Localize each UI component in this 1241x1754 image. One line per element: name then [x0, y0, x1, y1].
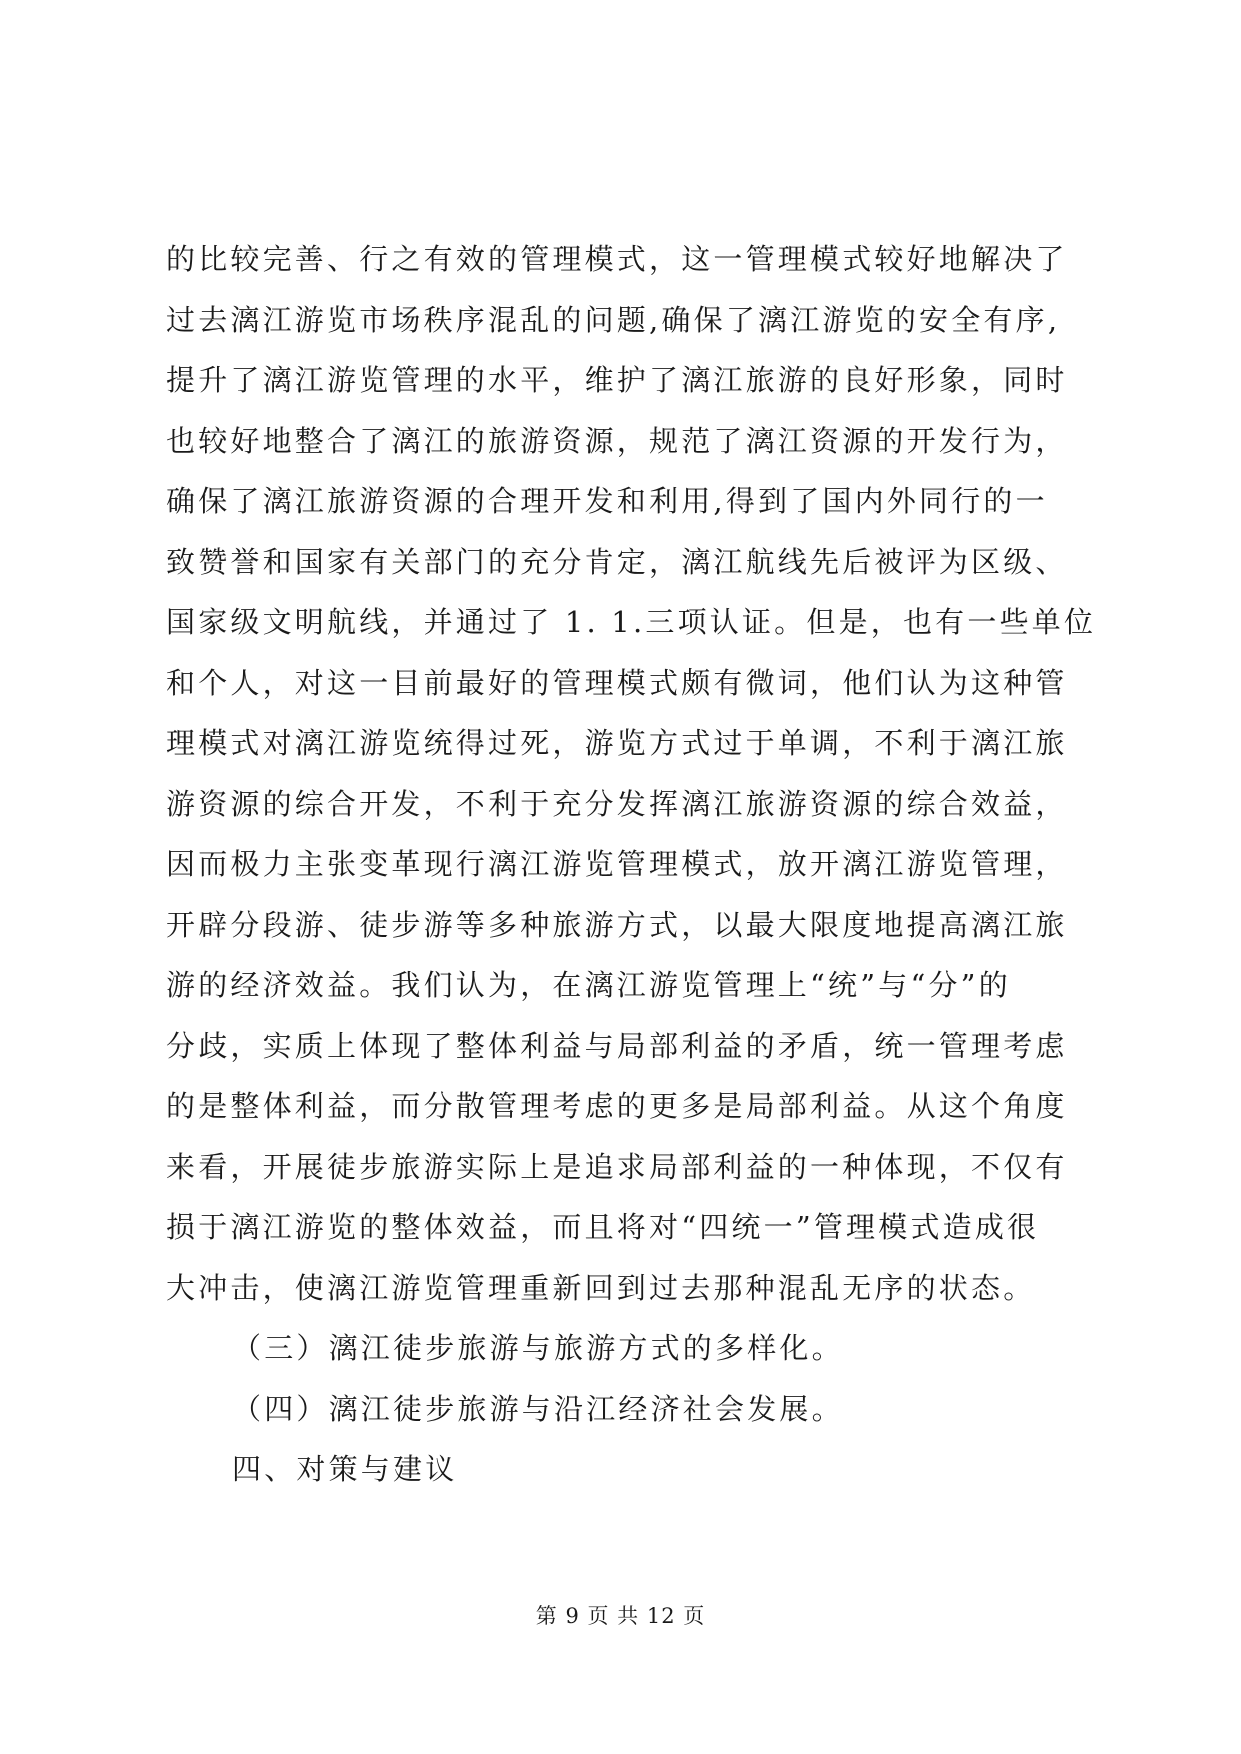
- paragraph-line: 国家级文明航线，并通过了 1. 1.三项认证。但是，也有一些单位: [166, 605, 1097, 639]
- paragraph-line: 开辟分段游、徒步游等多种旅游方式，以最大限度地提高漓江旅: [166, 907, 1068, 942]
- document-body: [166, 229, 1126, 1500]
- paragraph-line: 理模式对漓江游览统得过死，游览方式过于单调，不利于漓江旅: [166, 726, 1068, 760]
- paragraph-line: 分歧，实质上体现了整体利益与局部利益的矛盾，统一管理考虑: [166, 1028, 1068, 1063]
- page-number: 第 9 页 共 12 页: [535, 1604, 706, 1628]
- paragraph-line: 的比较完善、行之有效的管理模式，这一管理模式较好地解决了: [166, 242, 1068, 276]
- paragraph-line: 过去漓江游览市场秩序混乱的问题,确保了漓江游览的安全有序,: [166, 302, 1061, 337]
- paragraph-line: 确保了漓江旅游资源的合理开发和利用,得到了国内外同行的一: [166, 484, 1048, 518]
- paragraph-line: 游资源的综合开发，不利于充分发挥漓江旅游资源的综合效益，: [166, 786, 1068, 821]
- paragraph-line: 的是整体利益，而分散管理考虑的更多是局部利益。从这个角度: [166, 1089, 1068, 1123]
- paragraph-line: 也较好地整合了漓江的旅游资源，规范了漓江资源的开发行为，: [166, 423, 1068, 458]
- page-footer: [0, 1600, 1241, 1630]
- paragraph-line: 提升了漓江游览管理的水平，维护了漓江旅游的良好形象，同时: [166, 363, 1068, 397]
- paragraph-line: 因而极力主张变革现行漓江游览管理模式，放开漓江游览管理，: [166, 847, 1068, 881]
- subheading-three: （三）漓江徒步旅游与旅游方式的多样化。: [232, 1331, 844, 1365]
- section-heading: 四、对策与建议: [232, 1452, 458, 1486]
- paragraph-line: 损于漓江游览的整体效益，而且将对“四统一”管理模式造成很: [166, 1210, 1040, 1244]
- paragraph-line: 来看，开展徒步旅游实际上是追求局部利益的一种体现，不仅有: [166, 1149, 1068, 1184]
- paragraph-line: 大冲击，使漓江游览管理重新回到过去那种混乱无序的状态。: [166, 1270, 1036, 1305]
- paragraph-line: 游的经济效益。我们认为，在漓江游览管理上“统”与“分”的: [166, 968, 1011, 1002]
- paragraph-line: 致赞誉和国家有关部门的充分肯定，漓江航线先后被评为区级、: [166, 544, 1068, 579]
- paragraph-line: 和个人，对这一目前最好的管理模式颇有微词，他们认为这种管: [166, 665, 1068, 700]
- subheading-four: （四）漓江徒步旅游与沿江经济社会发展。: [232, 1391, 844, 1426]
